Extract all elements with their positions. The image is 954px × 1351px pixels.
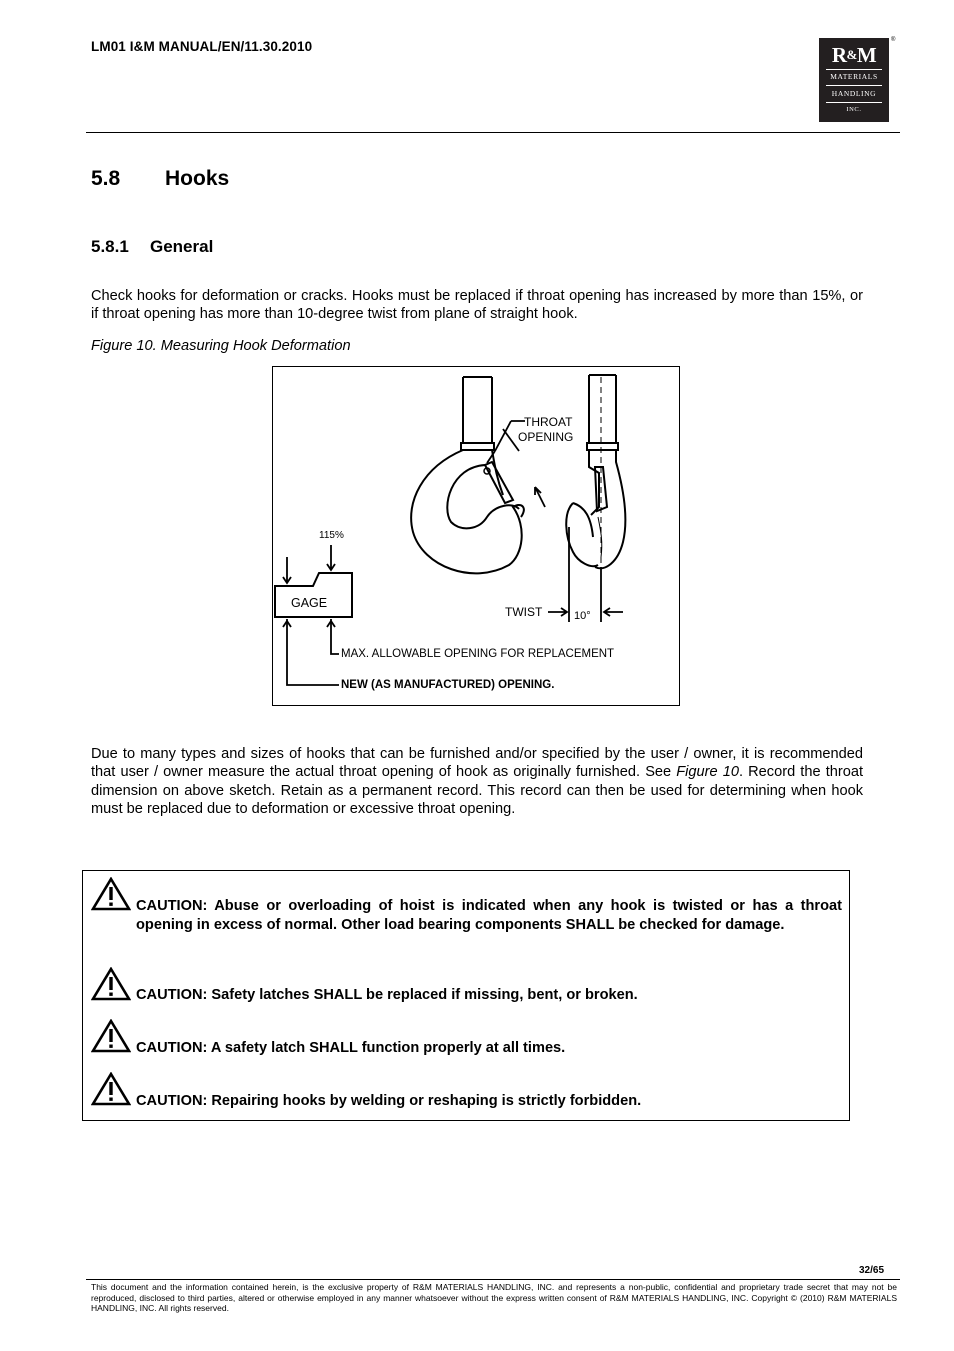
figure-caption: Figure 10. Measuring Hook Deformation [91, 338, 351, 354]
logo-line-inc: INC. [846, 106, 862, 113]
header-divider [86, 132, 900, 133]
logo-rule [826, 85, 882, 86]
logo-rule [826, 102, 882, 103]
warning-triangle-icon [91, 967, 131, 1001]
logo-mark-r: R [831, 43, 847, 67]
registered-mark: ® [891, 37, 896, 43]
subsection-number: 5.8.1 [91, 237, 129, 256]
caution-text-no-welding: CAUTION: Repairing hooks by welding or reshaping is strictly forbidden. [136, 1093, 642, 1109]
section-title: Hooks [165, 167, 230, 190]
logo-rule [826, 69, 882, 70]
logo-mark-m: M [856, 43, 877, 67]
label-max-opening: MAX. ALLOWABLE OPENING FOR REPLACEMENT [341, 648, 615, 660]
body-paragraph-part2: . Record the throat dimension on above sketch. Retain as a permanent record. This record can then be used for determining when hook must be replaced due to deformation or excessive throat opening. [91, 764, 864, 818]
label-gage: GAGE [291, 596, 328, 610]
hook-diagram [273, 367, 681, 707]
logo-mark-amp: & [846, 47, 857, 62]
caution-text-latch-replace: CAUTION: Safety latches SHALL be replaced if missing, bent, or broken. [136, 987, 638, 1003]
warning-triangle-icon [91, 1019, 131, 1053]
body-paragraph-part1: Due to many types and sizes of hooks that can be furnished and/or specified by the user / owner, it is recommended that user / owner measure the actual throat opening of hook as originally furnished. See [91, 746, 863, 781]
figure-reference: Figure 10 [676, 764, 739, 781]
subsection-title: General [150, 237, 214, 256]
footer-legal-notice: This document and the information contained herein, is the exclusive property of R&M MATERIALS HANDLING, INC. and represents a non-public, confidential and proprietary trade secret that may not be reproduced, disclosed to third parties, altered or otherwise employed in any manner whatsoever without the express written consent of R&M MATERIALS HANDLING, INC. Copyright © (2010) R&M MATERIALS HANDLING, INC. All rights reserved. [91, 1282, 897, 1314]
company-logo [819, 38, 889, 122]
front-hook-drawing [411, 377, 524, 573]
label-new-opening: NEW (AS MANUFACTURED) OPENING. [341, 679, 555, 691]
logo-mark [819, 44, 889, 66]
label-ten-degrees: 10° [574, 610, 591, 622]
label-opening: OPENING [518, 430, 574, 444]
label-throat: THROAT [524, 415, 573, 429]
gage-drawing [275, 545, 352, 685]
section-heading [91, 167, 229, 191]
label-twist: TWIST [505, 605, 543, 619]
side-hook-drawing [566, 375, 625, 568]
logo-line-handling: HANDLING [831, 89, 877, 98]
hook-deformation-figure [272, 366, 680, 706]
body-paragraph [91, 745, 863, 819]
logo-line-materials: MATERIALS [830, 72, 878, 81]
label-115-percent: 115% [319, 530, 344, 541]
section-number: 5.8 [91, 167, 121, 190]
intro-paragraph: Check hooks for deformation or cracks. Hooks must be replaced if throat opening has increased by more than 15%, or if throat opening has more than 10-degree twist from plane of straight hook. [91, 288, 863, 323]
page-number: 32/65 [859, 1265, 885, 1276]
caution-box [82, 870, 850, 1121]
footer-divider [86, 1279, 900, 1280]
twist-dimension [548, 527, 623, 622]
subsection-heading [91, 237, 213, 257]
caution-text-latch-function: CAUTION: A safety latch SHALL function properly at all times. [136, 1040, 566, 1056]
caution-text-abuse: CAUTION: Abuse or overloading of hoist is indicated when any hook is twisted or has a throat opening in excess of normal. Other load bearing components SHALL be checked for damage. [136, 898, 842, 933]
warning-triangle-icon [91, 1072, 131, 1106]
document-reference: LM01 I&M MANUAL/EN/11.30.2010 [91, 39, 313, 54]
warning-triangle-icon [91, 877, 131, 911]
